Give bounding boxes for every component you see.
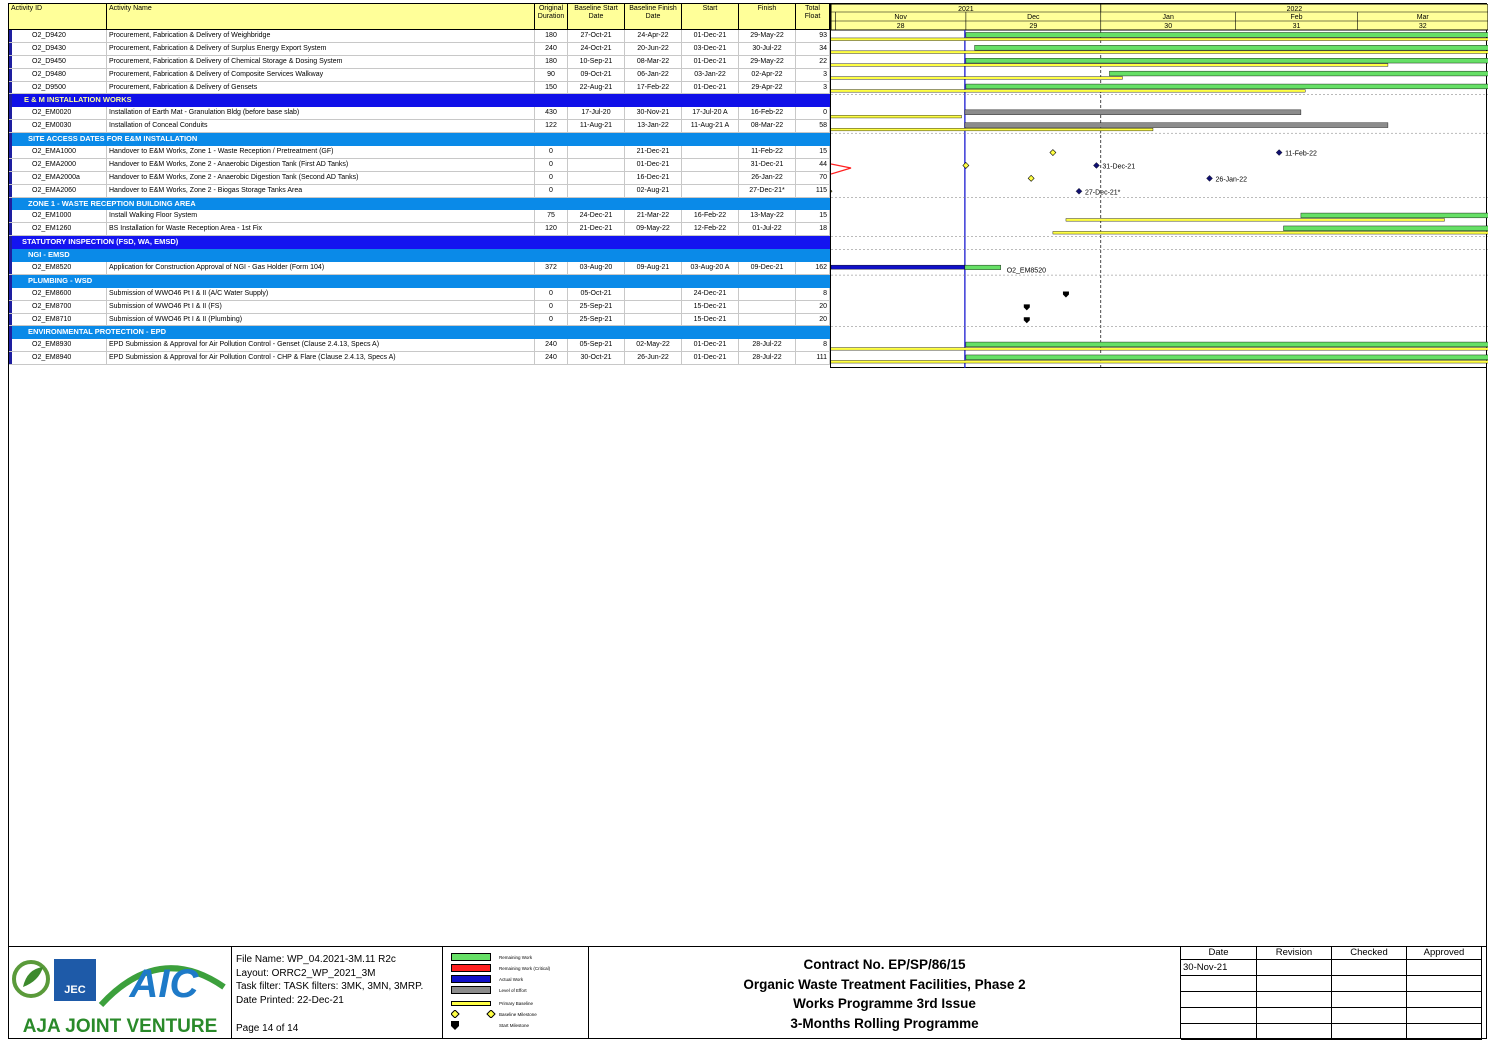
start-date-cell: 01-Dec-21 [682, 56, 739, 68]
start-date-cell [682, 159, 739, 171]
start-date-cell: 24-Dec-21 [682, 288, 739, 300]
baseline-start-cell: 03-Aug-20 [568, 262, 625, 274]
col-activity-id[interactable]: Activity ID [9, 4, 107, 29]
finish-date-cell: 13-May-22 [739, 210, 796, 222]
baseline-bar [831, 51, 1488, 54]
activity-id-cell: O2_D9450 [9, 56, 107, 68]
baseline-start-cell: 30-Oct-21 [568, 352, 625, 364]
legend-baseline: Primary Baseline [451, 999, 533, 1007]
activity-id-cell: O2_EM1260 [9, 223, 107, 235]
start-date-cell [682, 146, 739, 158]
approval-cell [1407, 960, 1482, 976]
baseline-finish-cell: 21-Mar-22 [625, 210, 682, 222]
baseline-milestone [831, 188, 832, 194]
activity-name-cell: EPD Submission & Approval for Air Pollution Control - CHP & Flare (Clause 2.4.13, Specs A) [107, 352, 535, 364]
total-float-cell: 3 [796, 82, 830, 94]
col-total-float[interactable]: Total Float [796, 4, 830, 29]
baseline-start-cell: 25-Sep-21 [568, 314, 625, 326]
activity-id-cell: O2_EMA2000a [9, 172, 107, 184]
year-label: 2021 [958, 6, 974, 13]
total-float-cell: 0 [796, 107, 830, 119]
month-label: Dec [1027, 14, 1040, 21]
title-block [9, 946, 1486, 1039]
week-label: 30 [1164, 23, 1173, 30]
baseline-bar [831, 77, 1123, 80]
approval-cell [1257, 992, 1332, 1008]
approval-cell [1257, 1008, 1332, 1024]
aja-logo-graphic [9, 947, 232, 1040]
total-float-cell: 18 [796, 223, 830, 235]
legend-start-milestone: Start Milestone [451, 1021, 529, 1029]
total-float-cell: 15 [796, 146, 830, 158]
bar-label: O2_EM8520 [1006, 267, 1047, 275]
finish-date-cell: 29-Apr-22 [739, 82, 796, 94]
approval-cell [1407, 1024, 1482, 1040]
table-row[interactable] [9, 339, 830, 352]
baseline-start-cell: 21-Dec-21 [568, 223, 625, 235]
approval-header-checked: Checked [1332, 947, 1407, 960]
col-activity-name[interactable]: Activity Name [107, 4, 535, 29]
original-duration-cell: 122 [535, 120, 568, 132]
baseline-start-cell [568, 159, 625, 171]
total-float-cell: 34 [796, 43, 830, 55]
approval-cell [1257, 976, 1332, 992]
baseline-start-cell: 25-Sep-21 [568, 301, 625, 313]
month-label: Mar [1416, 14, 1429, 21]
logo-caption: AJA JOINT VENTURE [22, 1016, 218, 1037]
activity-name-cell: Handover to E&M Works, Zone 2 - Biogas Storage Tanks Area [107, 185, 535, 197]
start-date-cell: 15-Dec-21 [682, 314, 739, 326]
start-date-cell: 01-Dec-21 [682, 352, 739, 364]
baseline-start-cell [568, 146, 625, 158]
finish-date-cell: 01-Jul-22 [739, 223, 796, 235]
total-float-cell: 70 [796, 172, 830, 184]
activity-name-cell: Install Walking Floor System [107, 210, 535, 222]
project-name: Organic Waste Treatment Facilities, Phase 2 [743, 976, 1026, 992]
original-duration-cell: 0 [535, 314, 568, 326]
programme-name: Works Programme 3rd Issue [793, 996, 976, 1011]
finish-date-cell: 09-Dec-21 [739, 262, 796, 274]
baseline-finish-cell [625, 314, 682, 326]
activity-id-cell: O2_EM1000 [9, 210, 107, 222]
milestone-label: 27-Dec-21* [1085, 189, 1121, 197]
gantt-chart [830, 4, 1487, 368]
baseline-bar [831, 64, 1388, 67]
finish-date-cell: 30-Jul-22 [739, 43, 796, 55]
original-duration-cell: 0 [535, 146, 568, 158]
finish-date-cell: 02-Apr-22 [739, 69, 796, 81]
table-body [9, 30, 830, 365]
approval-cell [1181, 976, 1257, 992]
start-date-cell: 01-Dec-21 [682, 30, 739, 42]
start-date-cell: 01-Dec-21 [682, 339, 739, 351]
page-number: Page 14 of 14 [236, 1022, 299, 1034]
start-date-cell: 03-Dec-21 [682, 43, 739, 55]
table-row[interactable] [9, 223, 830, 236]
original-duration-cell: 0 [535, 159, 568, 171]
original-duration-cell: 0 [535, 185, 568, 197]
baseline-start-cell: 11-Aug-21 [568, 120, 625, 132]
col-baseline-start[interactable]: Baseline Start Date [568, 4, 625, 29]
table-row[interactable] [9, 56, 830, 69]
baseline-start-cell: 24-Oct-21 [568, 43, 625, 55]
finish-date-cell: 26-Jan-22 [739, 172, 796, 184]
total-float-cell: 22 [796, 56, 830, 68]
baseline-bar [1053, 231, 1488, 234]
finish-date-cell: 08-Mar-22 [739, 120, 796, 132]
table-row[interactable] [9, 352, 830, 365]
activity-id-cell: O2_EM8710 [9, 314, 107, 326]
baseline-start-cell: 27-Oct-21 [568, 30, 625, 42]
start-milestone [1063, 291, 1069, 297]
remaining-bar [966, 58, 1488, 63]
activity-name-cell: BS Installation for Waste Reception Area - 1st Fix [107, 223, 535, 235]
finish-milestone [1076, 188, 1082, 194]
col-start[interactable]: Start [682, 4, 739, 29]
finish-milestone [1093, 162, 1099, 168]
approval-cell [1332, 992, 1407, 1008]
remaining-bar [966, 342, 1488, 347]
level-of-effort-bar [965, 110, 1301, 115]
wbs-band[interactable]: NGI - EMSD [9, 249, 830, 262]
finish-date-cell: 11-Feb-22 [739, 146, 796, 158]
legend-remaining: Remaining Work [451, 953, 532, 961]
activity-id-cell: O2_EM0030 [9, 120, 107, 132]
milestone-label: 31-Dec-21 [1102, 163, 1136, 171]
month-label: Feb [1290, 14, 1303, 21]
table-row[interactable] [9, 288, 830, 301]
contract-number: Contract No. EP/SP/86/15 [803, 957, 966, 972]
total-float-cell: 15 [796, 210, 830, 222]
finish-date-cell: 29-May-22 [739, 56, 796, 68]
table-row[interactable] [9, 120, 830, 133]
baseline-finish-cell [625, 301, 682, 313]
original-duration-cell: 120 [535, 223, 568, 235]
activity-id-cell: O2_D9480 [9, 69, 107, 81]
legend [443, 947, 589, 1039]
finish-date-cell: 28-Jul-22 [739, 339, 796, 351]
original-duration-cell: 0 [535, 301, 568, 313]
schedule-sheet [8, 3, 1487, 1039]
remaining-bar [1109, 71, 1488, 76]
table-row[interactable] [9, 172, 830, 185]
baseline-finish-cell: 01-Dec-21 [625, 159, 682, 171]
table-row[interactable] [9, 301, 830, 314]
table-row[interactable] [9, 262, 830, 275]
month-label: Nov [894, 14, 907, 21]
table-row[interactable] [9, 159, 830, 172]
start-date-cell: 12-Feb-22 [682, 223, 739, 235]
activity-id-cell: O2_EMA2060 [9, 185, 107, 197]
relationship-arrow [831, 164, 851, 174]
baseline-finish-cell: 02-Aug-21 [625, 185, 682, 197]
baseline-finish-cell: 16-Dec-21 [625, 172, 682, 184]
start-date-cell: 15-Dec-21 [682, 301, 739, 313]
task-filter: Task filter: TASK filters: 3MK, 3MN, 3MRP. [236, 981, 424, 992]
activity-name-cell: Handover to E&M Works, Zone 1 - Waste Reception / Pretreatment (GF) [107, 146, 535, 158]
activity-name-cell: Handover to E&M Works, Zone 2 - Anaerobic Digestion Tank (First AD Tanks) [107, 159, 535, 171]
table-row[interactable] [9, 185, 830, 198]
baseline-start-cell: 10-Sep-21 [568, 56, 625, 68]
baseline-bar [831, 128, 1153, 131]
baseline-finish-cell: 26-Jun-22 [625, 352, 682, 364]
legend-level-of-effort: Level of Effort [451, 986, 527, 994]
activity-id-cell: O2_D9500 [9, 82, 107, 94]
table-header [9, 4, 830, 30]
activity-id-cell: O2_EM8930 [9, 339, 107, 351]
remaining-bar [975, 45, 1488, 50]
actual-bar [831, 265, 965, 269]
approval-header-revision: Revision [1257, 947, 1332, 960]
start-date-cell: 01-Dec-21 [682, 82, 739, 94]
original-duration-cell: 240 [535, 43, 568, 55]
activity-name-cell: Submission of WWO46 Pt I & II (A/C Water Supply) [107, 288, 535, 300]
activity-name-cell: Application for Construction Approval of NGI - Gas Holder (Form 104) [107, 262, 535, 274]
legend-actual: Actual Work [451, 975, 523, 983]
remaining-bar [966, 32, 1488, 37]
total-float-cell: 44 [796, 159, 830, 171]
activity-id-cell: O2_EM0020 [9, 107, 107, 119]
col-finish[interactable]: Finish [739, 4, 796, 29]
approval-cell [1332, 1008, 1407, 1024]
activity-id-cell: O2_EM8600 [9, 288, 107, 300]
activity-id-cell: O2_EMA2000 [9, 159, 107, 171]
original-duration-cell: 180 [535, 30, 568, 42]
month-label: Jan [1162, 14, 1174, 21]
table-row[interactable] [9, 30, 830, 43]
table-row[interactable] [9, 69, 830, 82]
approval-cell [1407, 976, 1482, 992]
table-row[interactable] [9, 107, 830, 120]
programme-type: 3-Months Rolling Programme [790, 1015, 979, 1031]
total-float-cell: 3 [796, 69, 830, 81]
baseline-finish-cell [625, 288, 682, 300]
total-float-cell: 58 [796, 120, 830, 132]
activity-table [9, 4, 830, 365]
baseline-milestone [963, 162, 969, 168]
col-original-duration[interactable]: Original Duration [535, 4, 568, 29]
table-row[interactable] [9, 43, 830, 56]
wbs-band[interactable]: STATUTORY INSPECTION (FSD, WA, EMSD) [9, 236, 830, 249]
baseline-bar [831, 360, 1488, 363]
approval-cell [1181, 1024, 1257, 1040]
approval-cell [1332, 976, 1407, 992]
wbs-band[interactable]: ZONE 1 - WASTE RECEPTION BUILDING AREA [9, 198, 830, 211]
activity-id-cell: O2_EMA1000 [9, 146, 107, 158]
baseline-start-cell: 05-Oct-21 [568, 288, 625, 300]
baseline-finish-cell: 13-Jan-22 [625, 120, 682, 132]
original-duration-cell: 180 [535, 56, 568, 68]
baseline-bar [1066, 219, 1445, 222]
finish-date-cell [739, 288, 796, 300]
baseline-bar [831, 348, 1488, 351]
baseline-finish-cell: 24-Apr-22 [625, 30, 682, 42]
baseline-finish-cell: 08-Mar-22 [625, 56, 682, 68]
baseline-start-cell: 22-Aug-21 [568, 82, 625, 94]
file-name: File Name: WP_04.2021-3M.11 R2c [236, 954, 396, 965]
baseline-finish-cell: 09-May-22 [625, 223, 682, 235]
activity-name-cell: Submission of WWO46 Pt I & II (Plumbing) [107, 314, 535, 326]
activity-name-cell: Handover to E&M Works, Zone 2 - Anaerobic Digestion Tank (Second AD Tanks) [107, 172, 535, 184]
approval-cell [1332, 1024, 1407, 1040]
date-printed: Date Printed: 22-Dec-21 [236, 994, 344, 1006]
milestone-label: 11-Feb-22 [1285, 150, 1317, 158]
legend-critical: Remaining Work (Critical) [451, 964, 550, 972]
baseline-start-cell: 05-Sep-21 [568, 339, 625, 351]
start-date-cell: 03-Aug-20 A [682, 262, 739, 274]
finish-date-cell: 29-May-22 [739, 30, 796, 42]
approval-cell [1407, 992, 1482, 1008]
table-row[interactable] [9, 210, 830, 223]
baseline-bar [831, 115, 962, 118]
activity-id-cell: O2_D9430 [9, 43, 107, 55]
baseline-finish-cell: 02-May-22 [625, 339, 682, 351]
finish-date-cell [739, 314, 796, 326]
baseline-milestone [1050, 150, 1056, 156]
baseline-bar [831, 38, 1488, 41]
table-row[interactable] [9, 82, 830, 95]
baseline-finish-cell: 17-Feb-22 [625, 82, 682, 94]
col-baseline-finish[interactable]: Baseline Finish Date [625, 4, 682, 29]
approval-cell [1407, 1008, 1482, 1024]
original-duration-cell: 0 [535, 288, 568, 300]
start-date-cell: 03-Jan-22 [682, 69, 739, 81]
activity-name-cell: Installation of Conceal Conduits [107, 120, 535, 132]
activity-name-cell: Procurement, Fabrication & Delivery of Surplus Energy Export System [107, 43, 535, 55]
baseline-start-cell [568, 185, 625, 197]
activity-name-cell: Installation of Earth Mat - Granulation Bldg (before base slab) [107, 107, 535, 119]
diamond-icon [451, 1010, 499, 1018]
activity-id-cell: O2_EM8940 [9, 352, 107, 364]
contract-title [589, 947, 1181, 1039]
approval-cell [1257, 1024, 1332, 1040]
total-float-cell: 20 [796, 301, 830, 313]
original-duration-cell: 75 [535, 210, 568, 222]
original-duration-cell: 240 [535, 339, 568, 351]
logo-aic-text: AIC [129, 962, 199, 1006]
file-info [232, 947, 443, 1039]
total-float-cell: 8 [796, 339, 830, 351]
finish-date-cell [739, 301, 796, 313]
baseline-finish-cell: 09-Aug-21 [625, 262, 682, 274]
start-date-cell: 11-Aug-21 A [682, 120, 739, 132]
baseline-milestone [1028, 175, 1034, 181]
original-duration-cell: 150 [535, 82, 568, 94]
activity-name-cell: Procurement, Fabrication & Delivery of Chemical Storage & Dosing System [107, 56, 535, 68]
baseline-start-cell: 24-Dec-21 [568, 210, 625, 222]
approval-header-date: Date [1181, 947, 1257, 960]
layout-name: Layout: ORRC2_WP_2021_3M [236, 967, 376, 979]
activity-name-cell: Procurement, Fabrication & Delivery of Weighbridge [107, 30, 535, 42]
start-date-cell [682, 172, 739, 184]
baseline-start-cell: 17-Jul-20 [568, 107, 625, 119]
level-of-effort-bar [965, 123, 1388, 128]
total-float-cell: 115 [796, 185, 830, 197]
gantt-svg [831, 4, 1488, 368]
approval-cell [1332, 960, 1407, 976]
baseline-start-cell: 09-Oct-21 [568, 69, 625, 81]
timescale-header [831, 4, 1488, 30]
week-label: 28 [896, 23, 905, 30]
remaining-bar [966, 84, 1488, 89]
activity-id-cell: O2_D9420 [9, 30, 107, 42]
approval-cell [1257, 960, 1332, 976]
finish-date-cell: 27-Dec-21* [739, 185, 796, 197]
activity-id-cell: O2_EM8520 [9, 262, 107, 274]
start-date-cell: 17-Jul-20 A [682, 107, 739, 119]
finish-date-cell: 16-Feb-22 [739, 107, 796, 119]
baseline-finish-cell: 20-Jun-22 [625, 43, 682, 55]
table-row[interactable] [9, 146, 830, 159]
week-label: 29 [1029, 23, 1038, 30]
start-milestone [1024, 304, 1030, 310]
activity-name-cell: Submission of WWO46 Pt I & II (FS) [107, 301, 535, 313]
baseline-finish-cell: 30-Nov-21 [625, 107, 682, 119]
legend-baseline-milestone: Baseline Milestone [451, 1010, 537, 1018]
year-label: 2022 [1286, 6, 1303, 13]
remaining-bar [1284, 226, 1488, 231]
wbs-band[interactable]: ENVIRONMENTAL PROTECTION - EPD [9, 326, 830, 339]
total-float-cell: 111 [796, 352, 830, 364]
remaining-bar [965, 265, 1001, 270]
activity-name-cell: Procurement, Fabrication & Delivery of Gensets [107, 82, 535, 94]
original-duration-cell: 90 [535, 69, 568, 81]
activity-id-cell: O2_EM8700 [9, 301, 107, 313]
original-duration-cell: 0 [535, 172, 568, 184]
table-row[interactable] [9, 314, 830, 327]
start-date-cell [682, 185, 739, 197]
logo-jec-text: JEC [64, 984, 86, 996]
original-duration-cell: 430 [535, 107, 568, 119]
remaining-bar [966, 355, 1488, 360]
total-float-cell: 20 [796, 314, 830, 326]
activity-name-cell: Procurement, Fabrication & Delivery of Composite Services Walkway [107, 69, 535, 81]
finish-milestone [1276, 150, 1282, 156]
approval-cell [1181, 992, 1257, 1008]
baseline-finish-cell: 06-Jan-22 [625, 69, 682, 81]
total-float-cell: 162 [796, 262, 830, 274]
original-duration-cell: 372 [535, 262, 568, 274]
total-float-cell: 93 [796, 30, 830, 42]
milestone-label: 26-Jan-22 [1215, 176, 1248, 184]
total-float-cell: 8 [796, 288, 830, 300]
approval-cell [1181, 1008, 1257, 1024]
wbs-band[interactable]: SITE ACCESS DATES FOR E&M INSTALLATION [9, 133, 830, 146]
week-label: 31 [1292, 23, 1301, 30]
baseline-finish-cell: 21-Dec-21 [625, 146, 682, 158]
wbs-band[interactable]: E & M INSTALLATION WORKS [9, 94, 830, 107]
original-duration-cell: 240 [535, 352, 568, 364]
start-date-cell: 16-Feb-22 [682, 210, 739, 222]
milestone-icon [451, 1021, 499, 1030]
baseline-bar [831, 90, 1305, 93]
baseline-start-cell [568, 172, 625, 184]
wbs-band[interactable]: PLUMBING - WSD [9, 275, 830, 288]
finish-date-cell: 28-Jul-22 [739, 352, 796, 364]
remaining-bar [1301, 213, 1488, 218]
finish-date-cell: 31-Dec-21 [739, 159, 796, 171]
approval-date: 30-Nov-21 [1181, 960, 1257, 976]
approval-grid [1181, 947, 1486, 1039]
activity-name-cell: EPD Submission & Approval for Air Pollution Control - Genset (Clause 2.4.13, Specs A) [107, 339, 535, 351]
company-logo [9, 947, 232, 1039]
approval-header-approved: Approved [1407, 947, 1482, 960]
finish-milestone [1207, 175, 1213, 181]
start-milestone [1024, 317, 1030, 323]
week-label: 32 [1418, 23, 1427, 30]
